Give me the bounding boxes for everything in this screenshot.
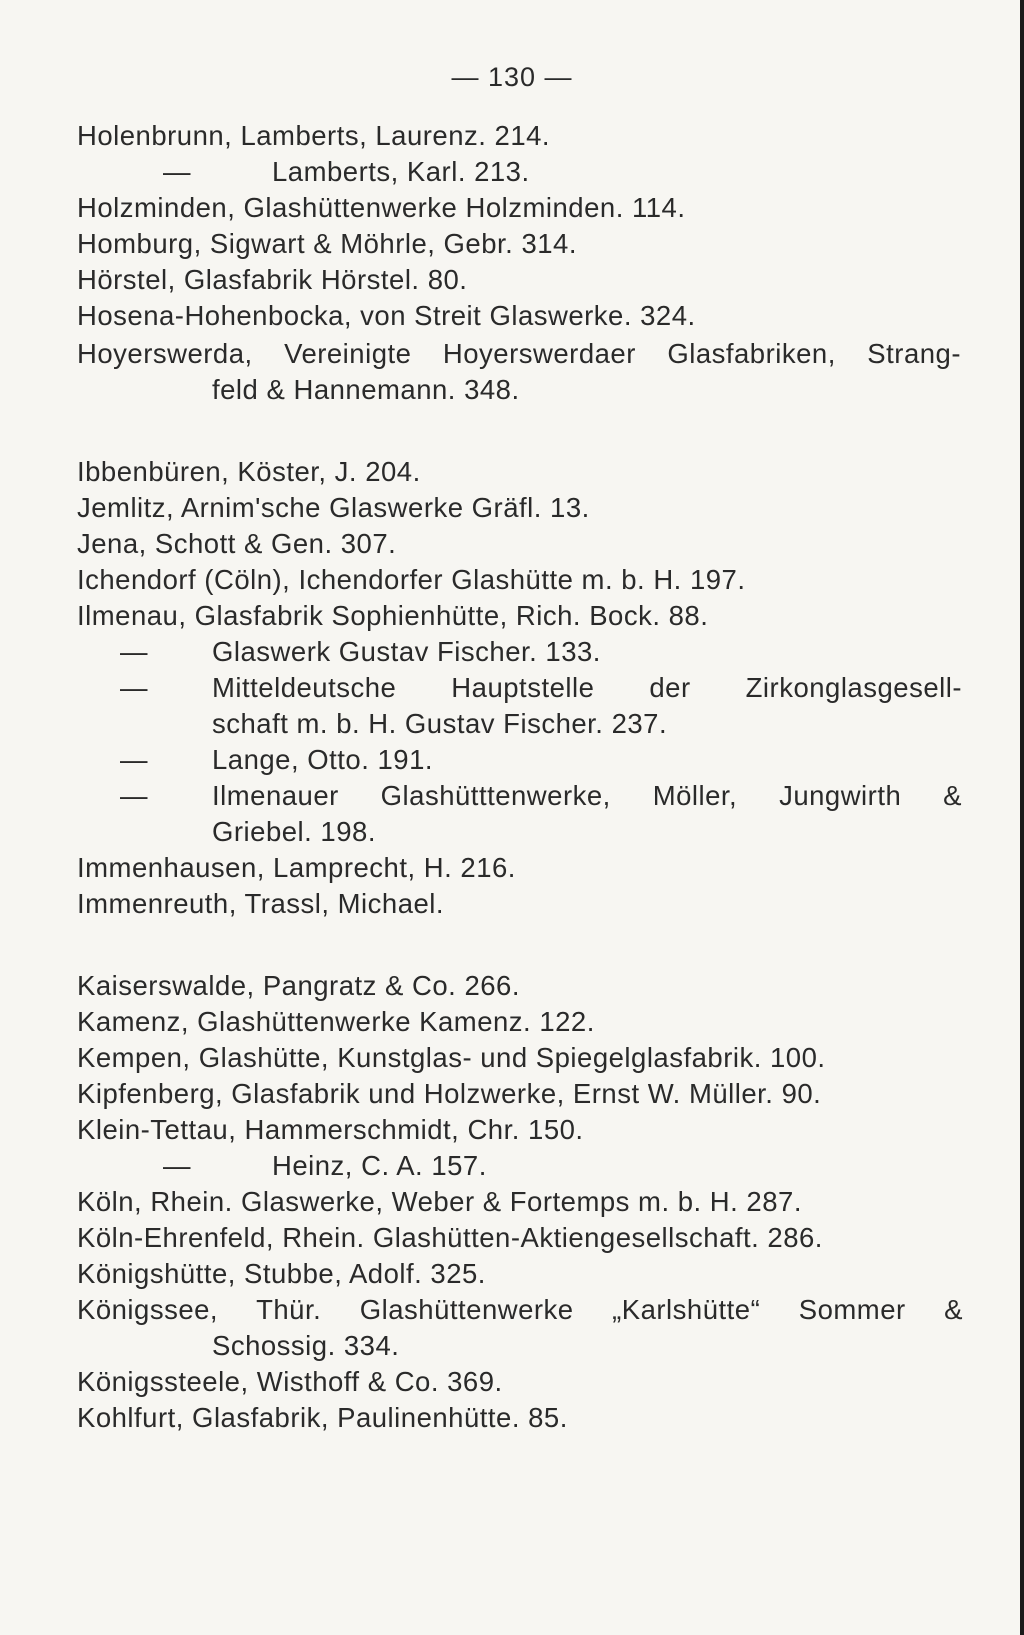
index-entry: Lange, Otto. 191.	[212, 744, 434, 775]
index-entry: Holzminden, Glashüttenwerke Holzminden. 114.	[77, 192, 686, 223]
index-entry: Immenreuth, Trassl, Michael.	[77, 888, 445, 919]
index-entry: Klein-Tettau, Hammerschmidt, Chr. 150.	[77, 1114, 584, 1145]
index-entry: Homburg, Sigwart & Möhrle, Gebr. 314.	[77, 228, 577, 259]
index-entry: Königssteele, Wisthoff & Co. 369.	[77, 1366, 503, 1397]
index-entry: Königshütte, Stubbe, Adolf. 325.	[77, 1258, 486, 1289]
index-entry-continuation: Griebel. 198.	[212, 816, 376, 847]
index-entry: Kempen, Glashütte, Kunstglas- und Spiegelglasfabrik. 100.	[77, 1042, 826, 1073]
index-entry: Jena, Schott & Gen. 307.	[77, 528, 397, 559]
index-entry: Hörstel, Glasfabrik Hörstel. 80.	[77, 264, 468, 295]
index-entry: Königssee, Thür. Glashüttenwerke „Karlshütte“ Sommer &	[77, 1294, 963, 1325]
index-entry: Ichendorf (Cöln), Ichendorfer Glashütte m. b. H. 197.	[77, 564, 746, 595]
index-entry: Immenhausen, Lamprecht, H. 216.	[77, 852, 516, 883]
ditto-dash: —	[120, 636, 148, 667]
index-entry: Hosena-Hohenbocka, von Streit Glaswerke. 324.	[77, 300, 696, 331]
ditto-dash: —	[163, 156, 191, 187]
index-entry: Kohlfurt, Glasfabrik, Paulinenhütte. 85.	[77, 1402, 568, 1433]
index-entry: Lamberts, Karl. 213.	[272, 156, 530, 187]
index-entry-continuation: feld & Hannemann. 348.	[212, 374, 520, 405]
index-entry: Kamenz, Glashüttenwerke Kamenz. 122.	[77, 1006, 595, 1037]
ditto-dash: —	[120, 744, 148, 775]
index-entry: Ilmenauer Glashütttenwerke, Möller, Jungwirth &	[212, 780, 962, 811]
index-entry: Ibbenbüren, Köster, J. 204.	[77, 456, 421, 487]
page-number: — 130 —	[451, 62, 573, 92]
ditto-dash: —	[120, 780, 148, 811]
ditto-dash: —	[120, 672, 148, 703]
index-entry: Köln-Ehrenfeld, Rhein. Glashütten-Aktiengesellschaft. 286.	[77, 1222, 823, 1253]
index-entry: Glaswerk Gustav Fischer. 133.	[212, 636, 601, 667]
index-entry: Holenbrunn, Lamberts, Laurenz. 214.	[77, 120, 551, 151]
index-entry: Ilmenau, Glasfabrik Sophienhütte, Rich. Bock. 88.	[77, 600, 709, 631]
index-entry: Mitteldeutsche Hauptstelle der Zirkonglasgesell-	[212, 672, 962, 703]
index-entry-continuation: Schossig. 334.	[212, 1330, 400, 1361]
index-entry: Kipfenberg, Glasfabrik und Holzwerke, Ernst W. Müller. 90.	[77, 1078, 822, 1109]
index-entry: Jemlitz, Arnim'sche Glaswerke Gräfl. 13.	[77, 492, 590, 523]
index-entry: Köln, Rhein. Glaswerke, Weber & Fortemps m. b. H. 287.	[77, 1186, 802, 1217]
index-entry: Hoyerswerda, Vereinigte Hoyerswerdaer Glasfabriken, Strang-	[77, 338, 961, 369]
page-edge-shadow	[1020, 0, 1024, 1635]
index-entry: Heinz, C. A. 157.	[272, 1150, 487, 1181]
index-entry-continuation: schaft m. b. H. Gustav Fischer. 237.	[212, 708, 668, 739]
ditto-dash: —	[163, 1150, 191, 1181]
index-entry: Kaiserswalde, Pangratz & Co. 266.	[77, 970, 520, 1001]
